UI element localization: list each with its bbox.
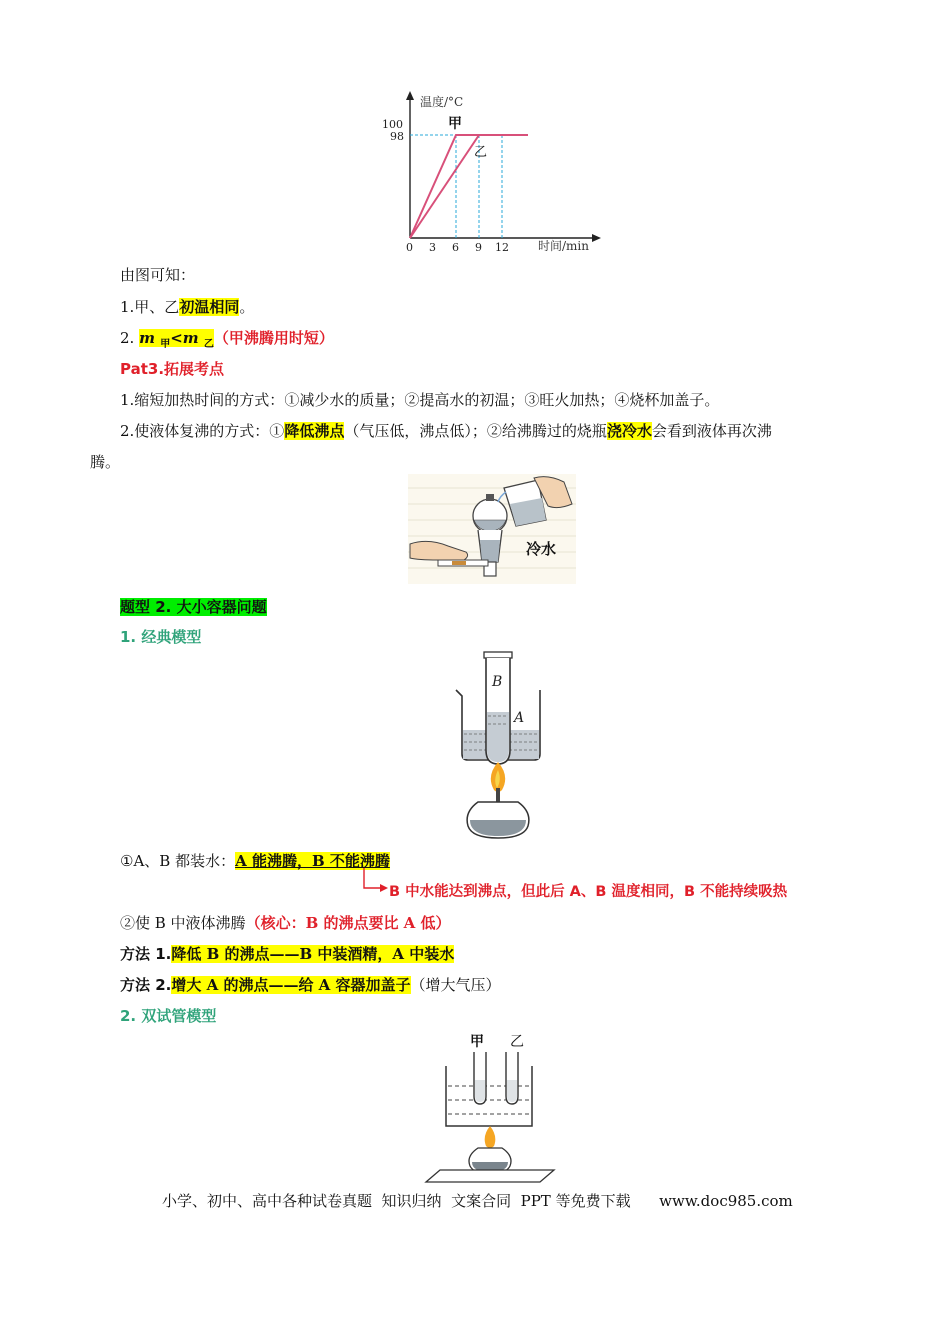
x-tick-3: 3 [429,241,436,254]
extension-point-1: 1.缩短加热时间的方式：①减少水的质量；②提高水的初温；③旺火加热；④烧杯加盖子。 [120,391,720,409]
x-axis-label: 时间/min [538,239,589,253]
boil-result-highlight: A 能沸腾，B 不能沸腾 [235,852,390,870]
tube-jia-label: 甲 [470,1034,484,1050]
method-2: 方法 2.增大 A 的沸点——给 A 容器加盖子（增大气压） [120,976,501,994]
conclusion-1-highlight: 初温相同 [179,298,240,316]
conclusion-2-note: （甲沸腾用时短） [213,329,334,347]
section-pat3-heading: Pat3.拓展考点 [120,360,225,378]
conclusion-1-suffix: 。 [239,298,255,316]
y-tick-100: 100 [382,118,403,131]
classic-model-heading: 1. 经典模型 [120,628,202,646]
test-tube-b [484,652,512,658]
explanation-arrow [360,868,390,896]
tube-yi-label: 乙 [510,1034,524,1050]
cold-water-highlight: 浇冷水 [606,422,652,440]
lower-boiling-point-highlight: 降低沸点 [284,422,345,440]
y-axis-arrow [406,91,414,100]
water-bath-beaker [446,1066,532,1126]
x-tick-0: 0 [406,241,413,254]
classic-explanation: B 中水能达到沸点，但此后 A、B 温度相同，B 不能持续吸热 [389,884,788,900]
x-tick-9: 9 [475,241,482,254]
core-note: （核心：B 的沸点要比 A 低） [245,914,451,932]
classic-statement-1: ①A、B 都装水：A 能沸腾，B 不能沸腾 [120,852,390,870]
x-tick-12: 12 [495,241,509,254]
extension-point-2: 2.使液体复沸的方式：①降低沸点（气压低，沸点低）；②给沸腾过的烧瓶浇冷水会看到液体再次沸 [120,422,772,440]
type2-heading: 题型 2. 大小容器问题 [120,598,267,616]
flask-cold-water-illustration [408,474,576,584]
double-tube-illustration [420,1030,560,1186]
conclusion-1 [120,297,254,317]
series-jia-label: 甲 [448,116,462,132]
temperature-time-graph [370,88,610,258]
classic-statement-2: ②使 B 中液体沸腾（核心：B 的沸点要比 A 低） [120,914,451,932]
conclusion-intro: 由图可知： [120,266,196,284]
series-yi-label: 乙 [474,145,488,160]
conclusion-2 [120,328,334,355]
mass-comparison: m $_甲$<m $_乙$ [139,329,214,350]
classic-model-illustration [450,650,550,842]
y-tick-98: 98 [390,130,404,143]
extension-point-2-cont: 腾。 [90,453,121,471]
y-axis-label: 温度/°C [420,95,464,109]
conclusion-2-prefix: 2. [120,329,135,347]
base-board [426,1170,554,1182]
x-tick-6: 6 [452,241,459,254]
method-1: 方法 1.降低 B 的沸点——B 中装酒精，A 中装水 [120,945,455,963]
method-1-highlight: 降低 B 的沸点——B 中装酒精，A 中装水 [171,945,455,963]
cold-water-label: 冷水 [526,540,557,558]
x-axis-arrow [592,234,601,242]
label-b: B [492,674,503,690]
label-a: A [514,710,525,726]
double-tube-heading: 2. 双试管模型 [120,1007,217,1025]
method-2-highlight: 增大 A 的沸点——给 A 容器加盖子 [171,976,411,994]
page-footer: 小学、初中、高中各种试卷真题 知识归纳 文案合同 PPT 等免费下载 www.doc985.com [162,1192,793,1210]
series-yi-line [410,135,479,238]
flame [485,1126,496,1148]
conclusion-1-prefix: 1.甲、乙 [120,298,180,316]
